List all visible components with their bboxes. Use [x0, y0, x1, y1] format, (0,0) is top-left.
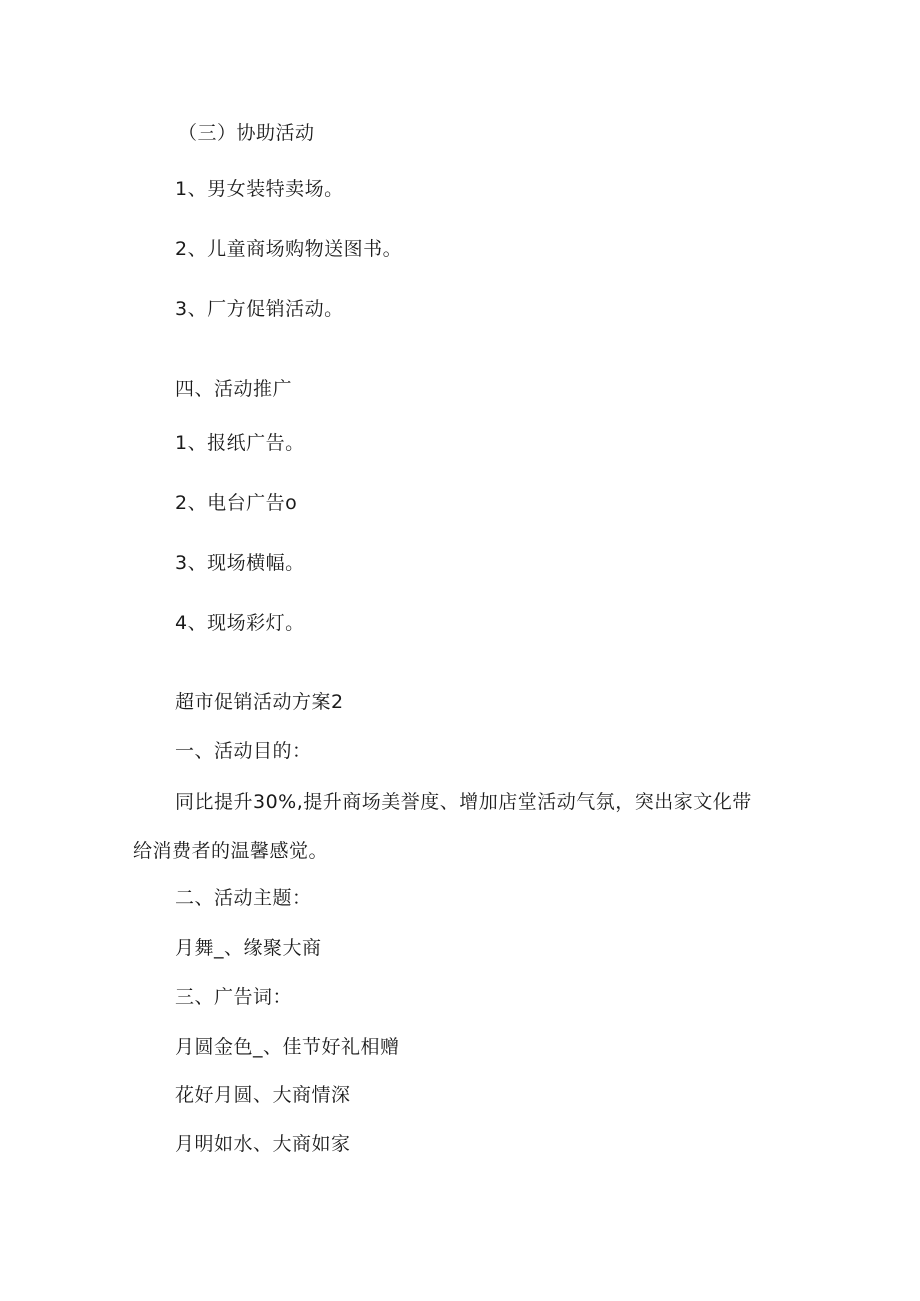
- list-item: 2、儿童商场购物送图书。: [175, 238, 403, 260]
- slogan-text: 月明如水、大商如家: [175, 1133, 351, 1155]
- slogan-text: 花好月圆、大商情深: [175, 1084, 351, 1106]
- theme-text: 月舞_、缘聚大商: [175, 937, 322, 959]
- paragraph-text: 给消费者的温馨感觉。: [133, 840, 329, 862]
- list-item: 1、报纸广告。: [175, 432, 305, 454]
- list-item: 2、电台广告o: [175, 492, 298, 514]
- section-heading-assist-activities: （三）协助活动: [178, 122, 315, 144]
- section-heading-theme: 二、活动主题：: [175, 887, 312, 909]
- slogan-text: 月圆金色_、佳节好礼相赠: [175, 1036, 400, 1058]
- document-title: 超市促销活动方案2: [175, 691, 344, 713]
- paragraph-text: 同比提升30%,提升商场美誉度、增加店堂活动气氛，突出家文化带: [175, 791, 752, 813]
- section-heading-purpose: 一、活动目的：: [175, 740, 312, 762]
- list-item: 3、厂方促销活动。: [175, 298, 344, 320]
- section-heading-promotion: 四、活动推广: [175, 378, 293, 400]
- list-item: 4、现场彩灯。: [175, 612, 305, 634]
- list-item: 3、现场横幅。: [175, 552, 305, 574]
- list-item: 1、男女装特卖场。: [175, 178, 344, 200]
- section-heading-slogans: 三、广告词：: [175, 986, 293, 1008]
